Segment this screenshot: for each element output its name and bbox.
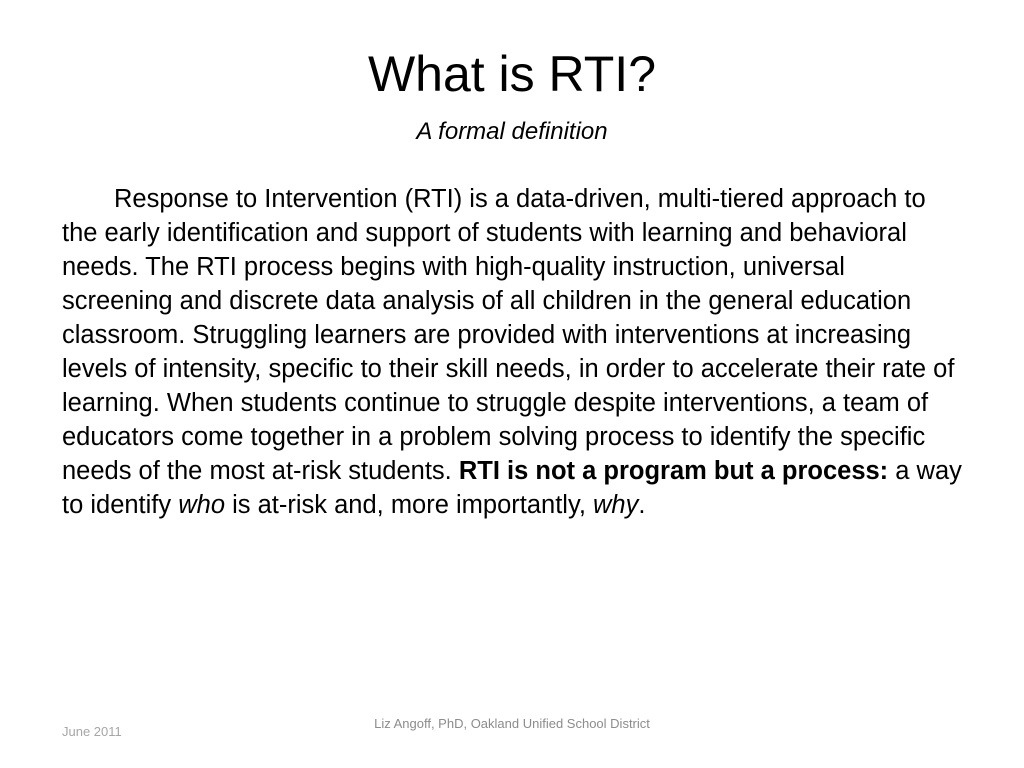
body-text-part4: . xyxy=(638,491,646,519)
body-text-bold: RTI is not a program but a process: xyxy=(458,457,889,485)
footer-author: Liz Angoff, PhD, Oakland Unified School District xyxy=(374,716,650,731)
body-text-part3: is at-risk and, more importantly, xyxy=(225,491,593,519)
body-text-italic-why: why xyxy=(593,491,639,519)
footer-date: June 2011 xyxy=(62,724,122,739)
slide-title: What is RTI? xyxy=(367,46,657,102)
body-text-italic-who: who xyxy=(178,491,226,519)
slide-subtitle: A formal definition xyxy=(416,118,608,145)
slide-body xyxy=(62,182,962,522)
body-text-part2: a way to identify xyxy=(62,457,962,519)
body-text-part1: Response to Intervention (RTI) is a data-driven, multi-tiered approach to the early identification and support of students with learning and behavioral needs. The RTI process begins with high-quality instruction, universal screening and discrete data analysis of all children in the general education classroom. Struggling learners are provided with interventions at increasing levels of intensity, specific to their skill needs, in order to accelerate their rate of learning. When students continue to struggle despite interventions, a team of educators come together in a problem solving process to identify the specific needs of the most at-risk students. xyxy=(62,185,955,485)
